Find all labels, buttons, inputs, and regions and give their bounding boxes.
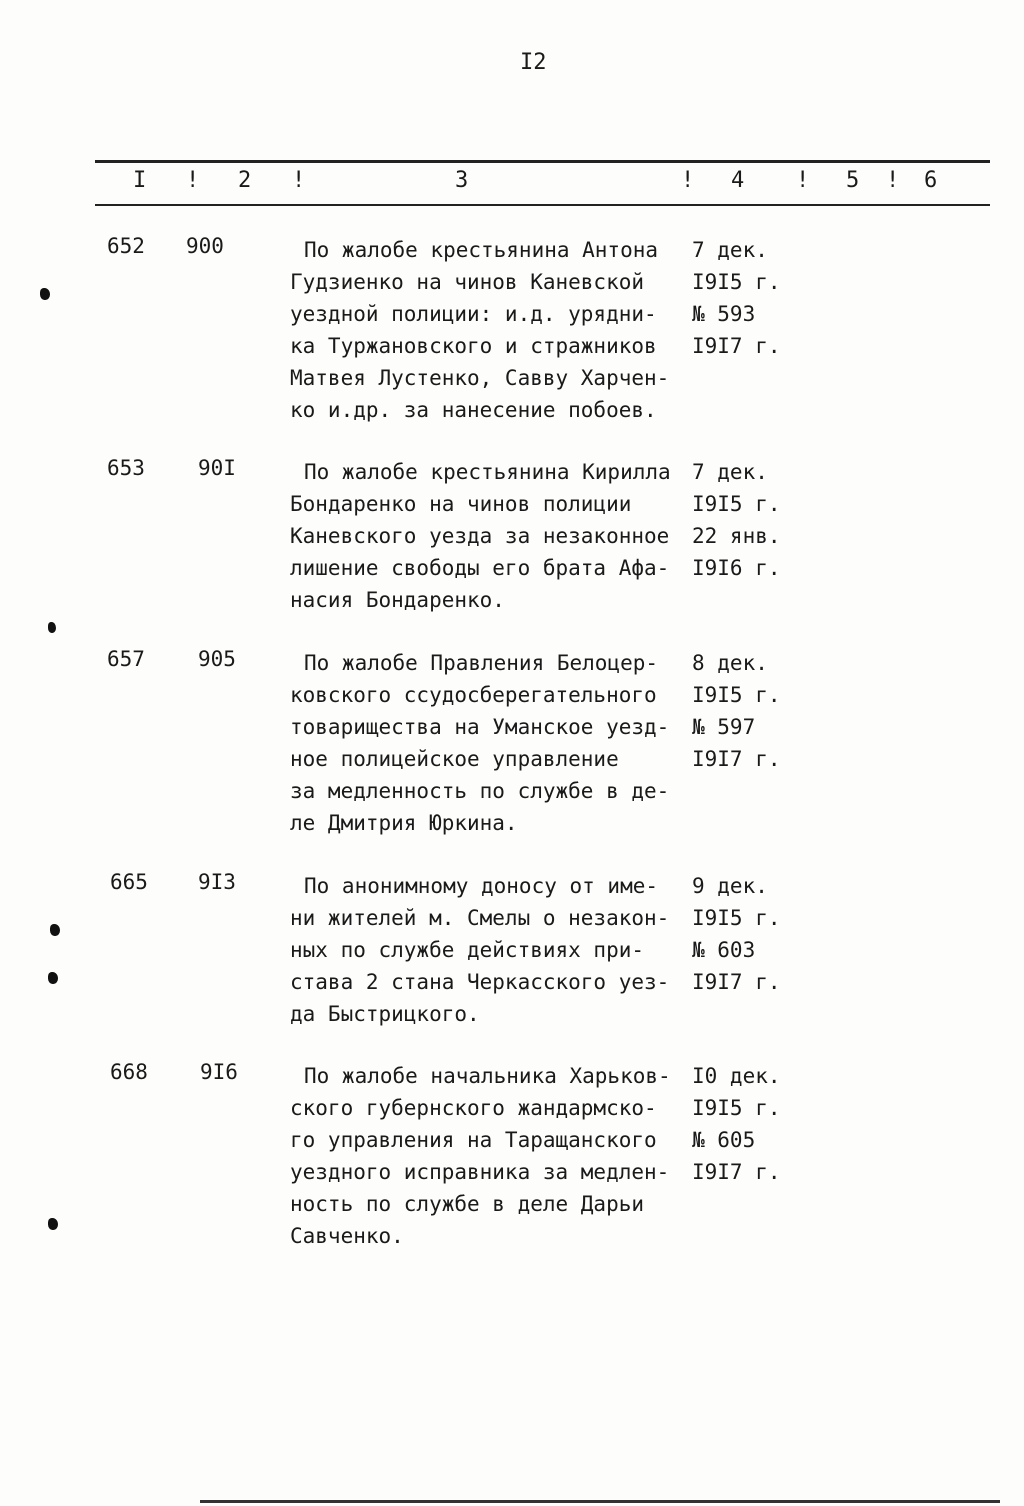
entry-dates xyxy=(692,234,792,362)
entry-dates xyxy=(692,647,792,775)
description-line: товарищества на Уманское уезд- xyxy=(290,715,670,739)
date-line: № 597 xyxy=(692,715,756,739)
description-line: По жалобе начальника Харьков- xyxy=(304,1064,671,1088)
punch-mark xyxy=(50,924,60,936)
entry-description xyxy=(290,234,690,426)
description-line: ле Дмитрия Юркина. xyxy=(290,811,518,835)
date-line: № 603 xyxy=(692,938,756,962)
description-line: По жалобе крестьянина Антона xyxy=(304,238,659,262)
entry-description xyxy=(290,1060,690,1252)
description-line: ка Туржановского и стражников xyxy=(290,334,657,358)
date-line: I9I7 г. xyxy=(692,1160,781,1184)
col-header-3: 3 xyxy=(455,168,469,193)
entry-description xyxy=(290,647,690,839)
description-line: става 2 стана Черкасского уез- xyxy=(290,970,670,994)
description-line: ковского ссудосберегательного xyxy=(290,683,657,707)
col-separator: ! xyxy=(681,168,695,193)
date-line: I0 дек. xyxy=(692,1064,781,1088)
description-line: Савченко. xyxy=(290,1224,404,1248)
punch-mark xyxy=(48,1218,58,1230)
col-separator: ! xyxy=(886,168,900,193)
date-line: № 605 xyxy=(692,1128,756,1152)
description-line: го управления на Таращанского xyxy=(290,1128,657,1152)
date-line: 8 дек. xyxy=(692,651,768,675)
page-edge-line xyxy=(200,1500,1000,1503)
date-line: I9I5 г. xyxy=(692,906,781,930)
date-line: I9I7 г. xyxy=(692,747,781,771)
col-header-5: 5 xyxy=(846,168,860,193)
entry-description xyxy=(290,456,690,616)
date-line: № 593 xyxy=(692,302,756,326)
date-line: 9 дек. xyxy=(692,874,768,898)
entry-number: 665 xyxy=(110,870,148,894)
date-line: I9I7 г. xyxy=(692,334,781,358)
entry-dates xyxy=(692,456,792,584)
col-separator: ! xyxy=(796,168,810,193)
description-line: ность по службе в деле Дарьи xyxy=(290,1192,645,1216)
punch-mark xyxy=(40,288,50,300)
entry-number: 657 xyxy=(107,647,145,671)
date-line: I9I5 г. xyxy=(692,683,781,707)
description-line: насия Бондаренко. xyxy=(290,588,505,612)
description-line: ных по службе действиях при- xyxy=(290,938,645,962)
file-number: 9I3 xyxy=(198,870,236,894)
description-line: По анонимному доносу от име- xyxy=(304,874,659,898)
description-line: уездной полиции: и.д. урядни- xyxy=(290,302,657,326)
file-number: 900 xyxy=(186,234,224,258)
date-line: I9I6 г. xyxy=(692,556,781,580)
file-number: 905 xyxy=(198,647,236,671)
date-line: 7 дек. xyxy=(692,238,768,262)
description-line: Бондаренко на чинов полиции xyxy=(290,492,632,516)
description-line: да Быстрицкого. xyxy=(290,1002,480,1026)
date-line: I9I5 г. xyxy=(692,492,781,516)
col-separator: ! xyxy=(292,168,306,193)
punch-mark xyxy=(48,622,56,633)
header-rule-top xyxy=(95,160,990,163)
col-header-2: 2 xyxy=(238,168,252,193)
date-line: I9I7 г. xyxy=(692,970,781,994)
entry-number: 653 xyxy=(107,456,145,480)
date-line: 7 дек. xyxy=(692,460,768,484)
page-number: I2 xyxy=(520,50,547,75)
date-line: I9I5 г. xyxy=(692,1096,781,1120)
description-line: Гудзиенко на чинов Каневской xyxy=(290,270,645,294)
description-line: лишение свободы его брата Афа- xyxy=(290,556,670,580)
file-number: 9I6 xyxy=(200,1060,238,1084)
file-number: 90I xyxy=(198,456,236,480)
description-line: за медленность по службе в де- xyxy=(290,779,670,803)
entry-number: 652 xyxy=(107,234,145,258)
description-line: Каневского уезда за незаконное xyxy=(290,524,670,548)
entry-dates xyxy=(692,1060,792,1188)
description-line: По жалобе Правления Белоцер- xyxy=(304,651,659,675)
description-line: Матвея Лустенко, Савву Харчен- xyxy=(290,366,670,390)
col-header-6: 6 xyxy=(924,168,938,193)
entry-description xyxy=(290,870,690,1030)
col-separator: ! xyxy=(186,168,200,193)
col-header-4: 4 xyxy=(731,168,745,193)
punch-mark xyxy=(48,972,58,984)
description-line: уездного исправника за медлен- xyxy=(290,1160,670,1184)
date-line: I9I5 г. xyxy=(692,270,781,294)
description-line: ни жителей м. Смелы о незакон- xyxy=(290,906,670,930)
description-line: ко и.др. за нанесение побоев. xyxy=(290,398,657,422)
entry-dates xyxy=(692,870,792,998)
entry-number: 668 xyxy=(110,1060,148,1084)
date-line: 22 янв. xyxy=(692,524,781,548)
col-header-1: I xyxy=(133,168,147,193)
header-rule-bottom xyxy=(95,204,990,206)
description-line: ное полицейское управление xyxy=(290,747,619,771)
description-line: ского губернского жандармско- xyxy=(290,1096,657,1120)
description-line: По жалобе крестьянина Кирилла xyxy=(304,460,671,484)
